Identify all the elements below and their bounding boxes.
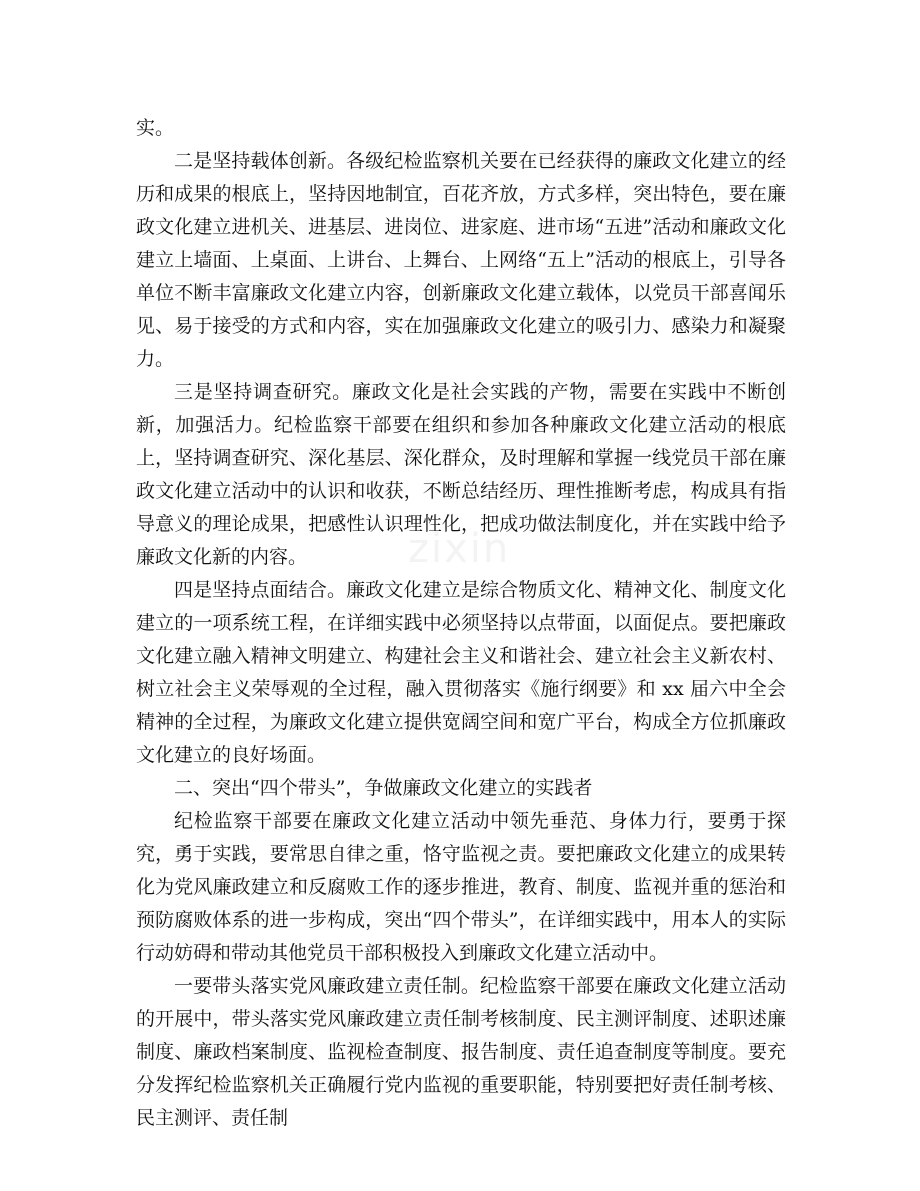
paragraph-responsibility-system: 一要带头落实党风廉政建立责任制。纪检监察干部要在廉政文化建立活动的开展中，带头落实党风廉政建立责任制考核制度、民主测评制度、述职述廉制度、廉政档案制度、监视检查制度、报告制度、责任追查制度等制度。要充分发挥纪检监察机关正确履行党内监视的重要职能，特别要把好责任制考核、民主测评、责任制 [136, 975, 786, 1129]
watermark: zixin [408, 526, 511, 572]
paragraph-investigation-research: 三是坚持调查研究。廉政文化是社会实践的产物，需要在实践中不断创新，加强活力。纪检监察干部要在组织和参加各种廉政文化建立活动的根底上，坚持调查研究、深化基层、深化群众，及时理解和掌握一线党员干部在廉政文化建立活动中的认识和收获，不断总结经历、理性推断考虑，构成具有指导意义的理论成果，把感性认识理性化，把成功做法制度化，并在实践中给予廉政文化新的内容。 [136, 381, 786, 568]
paragraph-carrier-innovation: 二是坚持载体创新。各级纪检监察机关要在已经获得的廉政文化建立的经历和成果的根底上，坚持因地制宜，百花齐放，方式多样，突出特色，要在廉政文化建立进机关、进基层、进岗位、进家庭、进市场“五进”活动和廉政文化建立上墙面、上桌面、上讲台、上舞台、上网络“五上”活动的根底上，引导各单位不断丰富廉政文化建立内容，创新廉政文化建立载体，以党员干部喜闻乐见、易于接受的方式和内容，实在加强廉政文化建立的吸引力、感染力和凝聚力。 [136, 150, 786, 370]
paragraph-point-surface: 四是坚持点面结合。廉政文化建立是综合物质文化、精神文化、制度文化建立的一项系统工程，在详细实践中必须坚持以点带面，以面促点。要把廉政文化建立融入精神文明建立、构建社会主义和谐社会、建立社会主义新农村、树立社会主义荣辱观的全过程，融入贯彻落实《施行纲要》和 xx 届六中全会精神的全过程，为廉政文化建立提供宽阔空间和宽广平台，构成全方位抓廉政文化建立的良好场面。 [136, 579, 786, 766]
section-heading: 二、突出“四个带头”，争做廉政文化建立的实践者 [174, 777, 593, 799]
document-body [136, 112, 786, 1135]
paragraph-continuation: 实。 [136, 117, 175, 139]
paragraph-practice-intro: 纪检监察干部要在廉政文化建立活动中领先垂范、身体力行，要勇于探究，勇于实践，要常思自律之重，恪守监视之责。要把廉政文化建立的成果转化为党风廉政建立和反腐败工作的逐步推进，教育、制度、监视并重的惩治和预防腐败体系的进一步构成，突出“四个带头”，在详细实践中，用本人的实际行动妨碍和带动其他党员干部积极投入到廉政文化建立活动中。 [136, 810, 786, 964]
